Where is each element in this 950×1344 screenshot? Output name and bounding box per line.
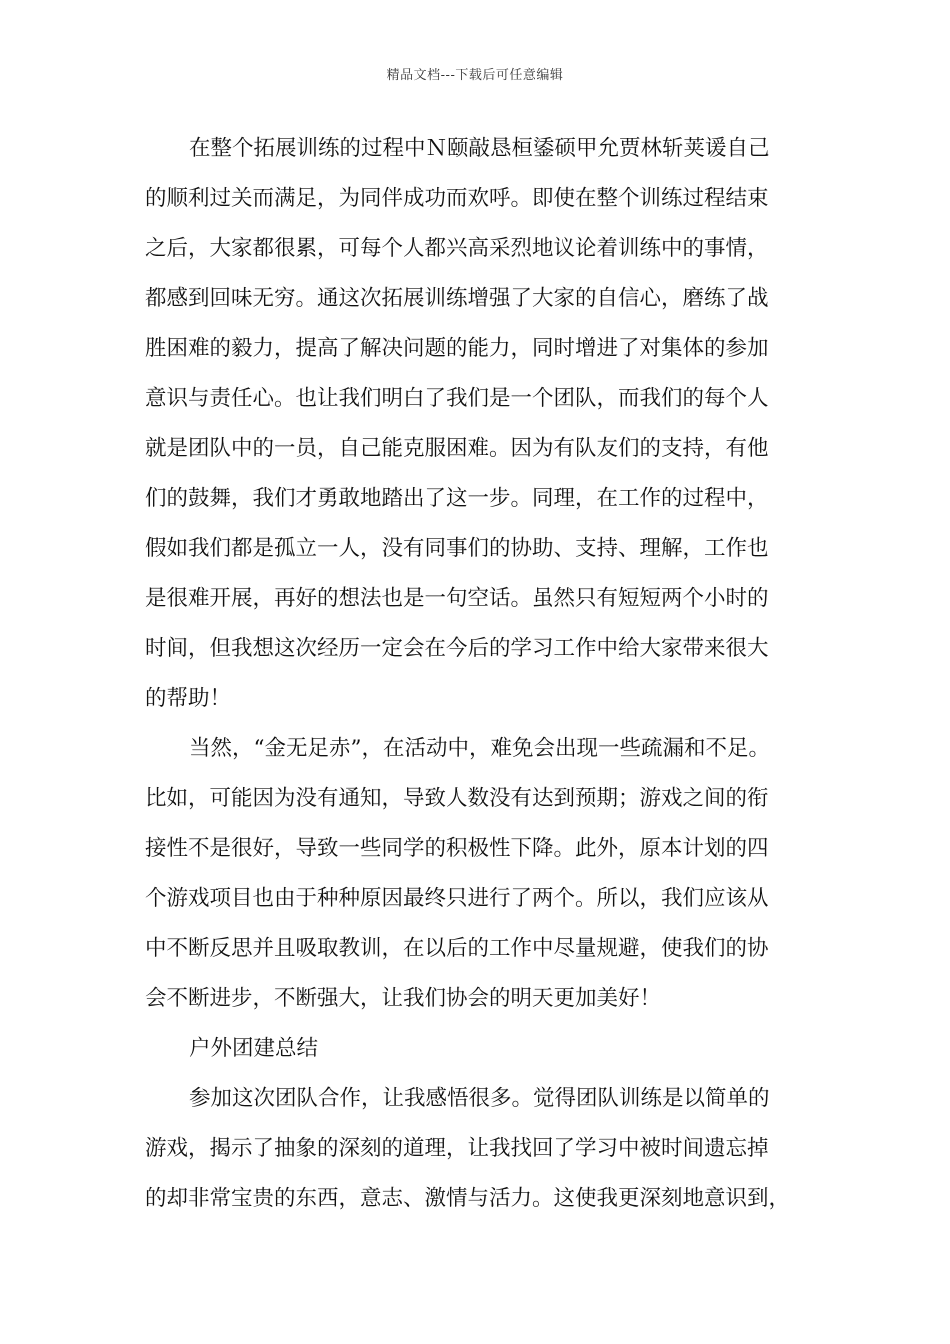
text-line: 接性不是很好，导致一些同学的积极性下降。此外，原本计划的四: [145, 836, 769, 861]
text-line: 们的鼓舞，我们才勇敢地踏出了这一步。同理，在工作的过程中，: [145, 486, 769, 511]
text-line: 就是团队中的一员，自己能克服困难。因为有队友们的支持，有他: [145, 436, 769, 461]
text-line: 游戏，揭示了抽象的深刻的道理，让我找回了学习中被时间遗忘掉: [145, 1136, 769, 1161]
section-heading: 户外团建总结: [189, 1036, 319, 1061]
text-line: 胜困难的毅力，提高了解决问题的能力，同时增进了对集体的参加: [145, 336, 769, 361]
text-line: 意识与责任心。也让我们明白了我们是一个团队，而我们的每个人: [145, 386, 769, 411]
text-line: 在整个拓展训练的过程中Ｎ颐敲恳桓鋈硕甲允贾林斩荚谖自己: [189, 136, 770, 161]
text-line: 的却非常宝贵的东西，意志、激情与活力。这使我更深刻地意识到，: [145, 1186, 791, 1211]
text-line: 比如，可能因为没有通知，导致人数没有达到预期；游戏之间的衔: [145, 786, 769, 811]
text-line: 参加这次团队合作，让我感悟很多。觉得团队训练是以简单的: [189, 1086, 770, 1111]
text-line: 的顺利过关而满足，为同伴成功而欢呼。即使在整个训练过程结束: [145, 186, 769, 211]
text-line: 都感到回味无穷。通这次拓展训练增强了大家的自信心，磨练了战: [145, 286, 769, 311]
text-line: 是很难开展，再好的想法也是一句空话。虽然只有短短两个小时的: [145, 586, 769, 611]
text-line: 假如我们都是孤立一人，没有同事们的协助、支持、理解，工作也: [145, 536, 769, 561]
text-line: 个游戏项目也由于种种原因最终只进行了两个。所以，我们应该从: [145, 886, 769, 911]
text-line: 中不断反思并且吸取教训，在以后的工作中尽量规避，使我们的协: [145, 936, 769, 961]
text-line: 会不断进步，不断强大，让我们协会的明天更加美好！: [145, 986, 662, 1011]
page-header: 精品文档---下载后可任意编辑: [386, 68, 564, 83]
document-body: [145, 124, 825, 1224]
text-line: 的帮助！: [145, 686, 232, 711]
text-line: 时间，但我想这次经历一定会在今后的学习工作中给大家带来很大: [145, 636, 769, 661]
text-line: 之后，大家都很累，可每个人都兴高采烈地议论着训练中的事情，: [145, 236, 769, 261]
text-line: 当然，“金无足赤”，在活动中，难免会出现一些疏漏和不足。: [189, 736, 770, 761]
